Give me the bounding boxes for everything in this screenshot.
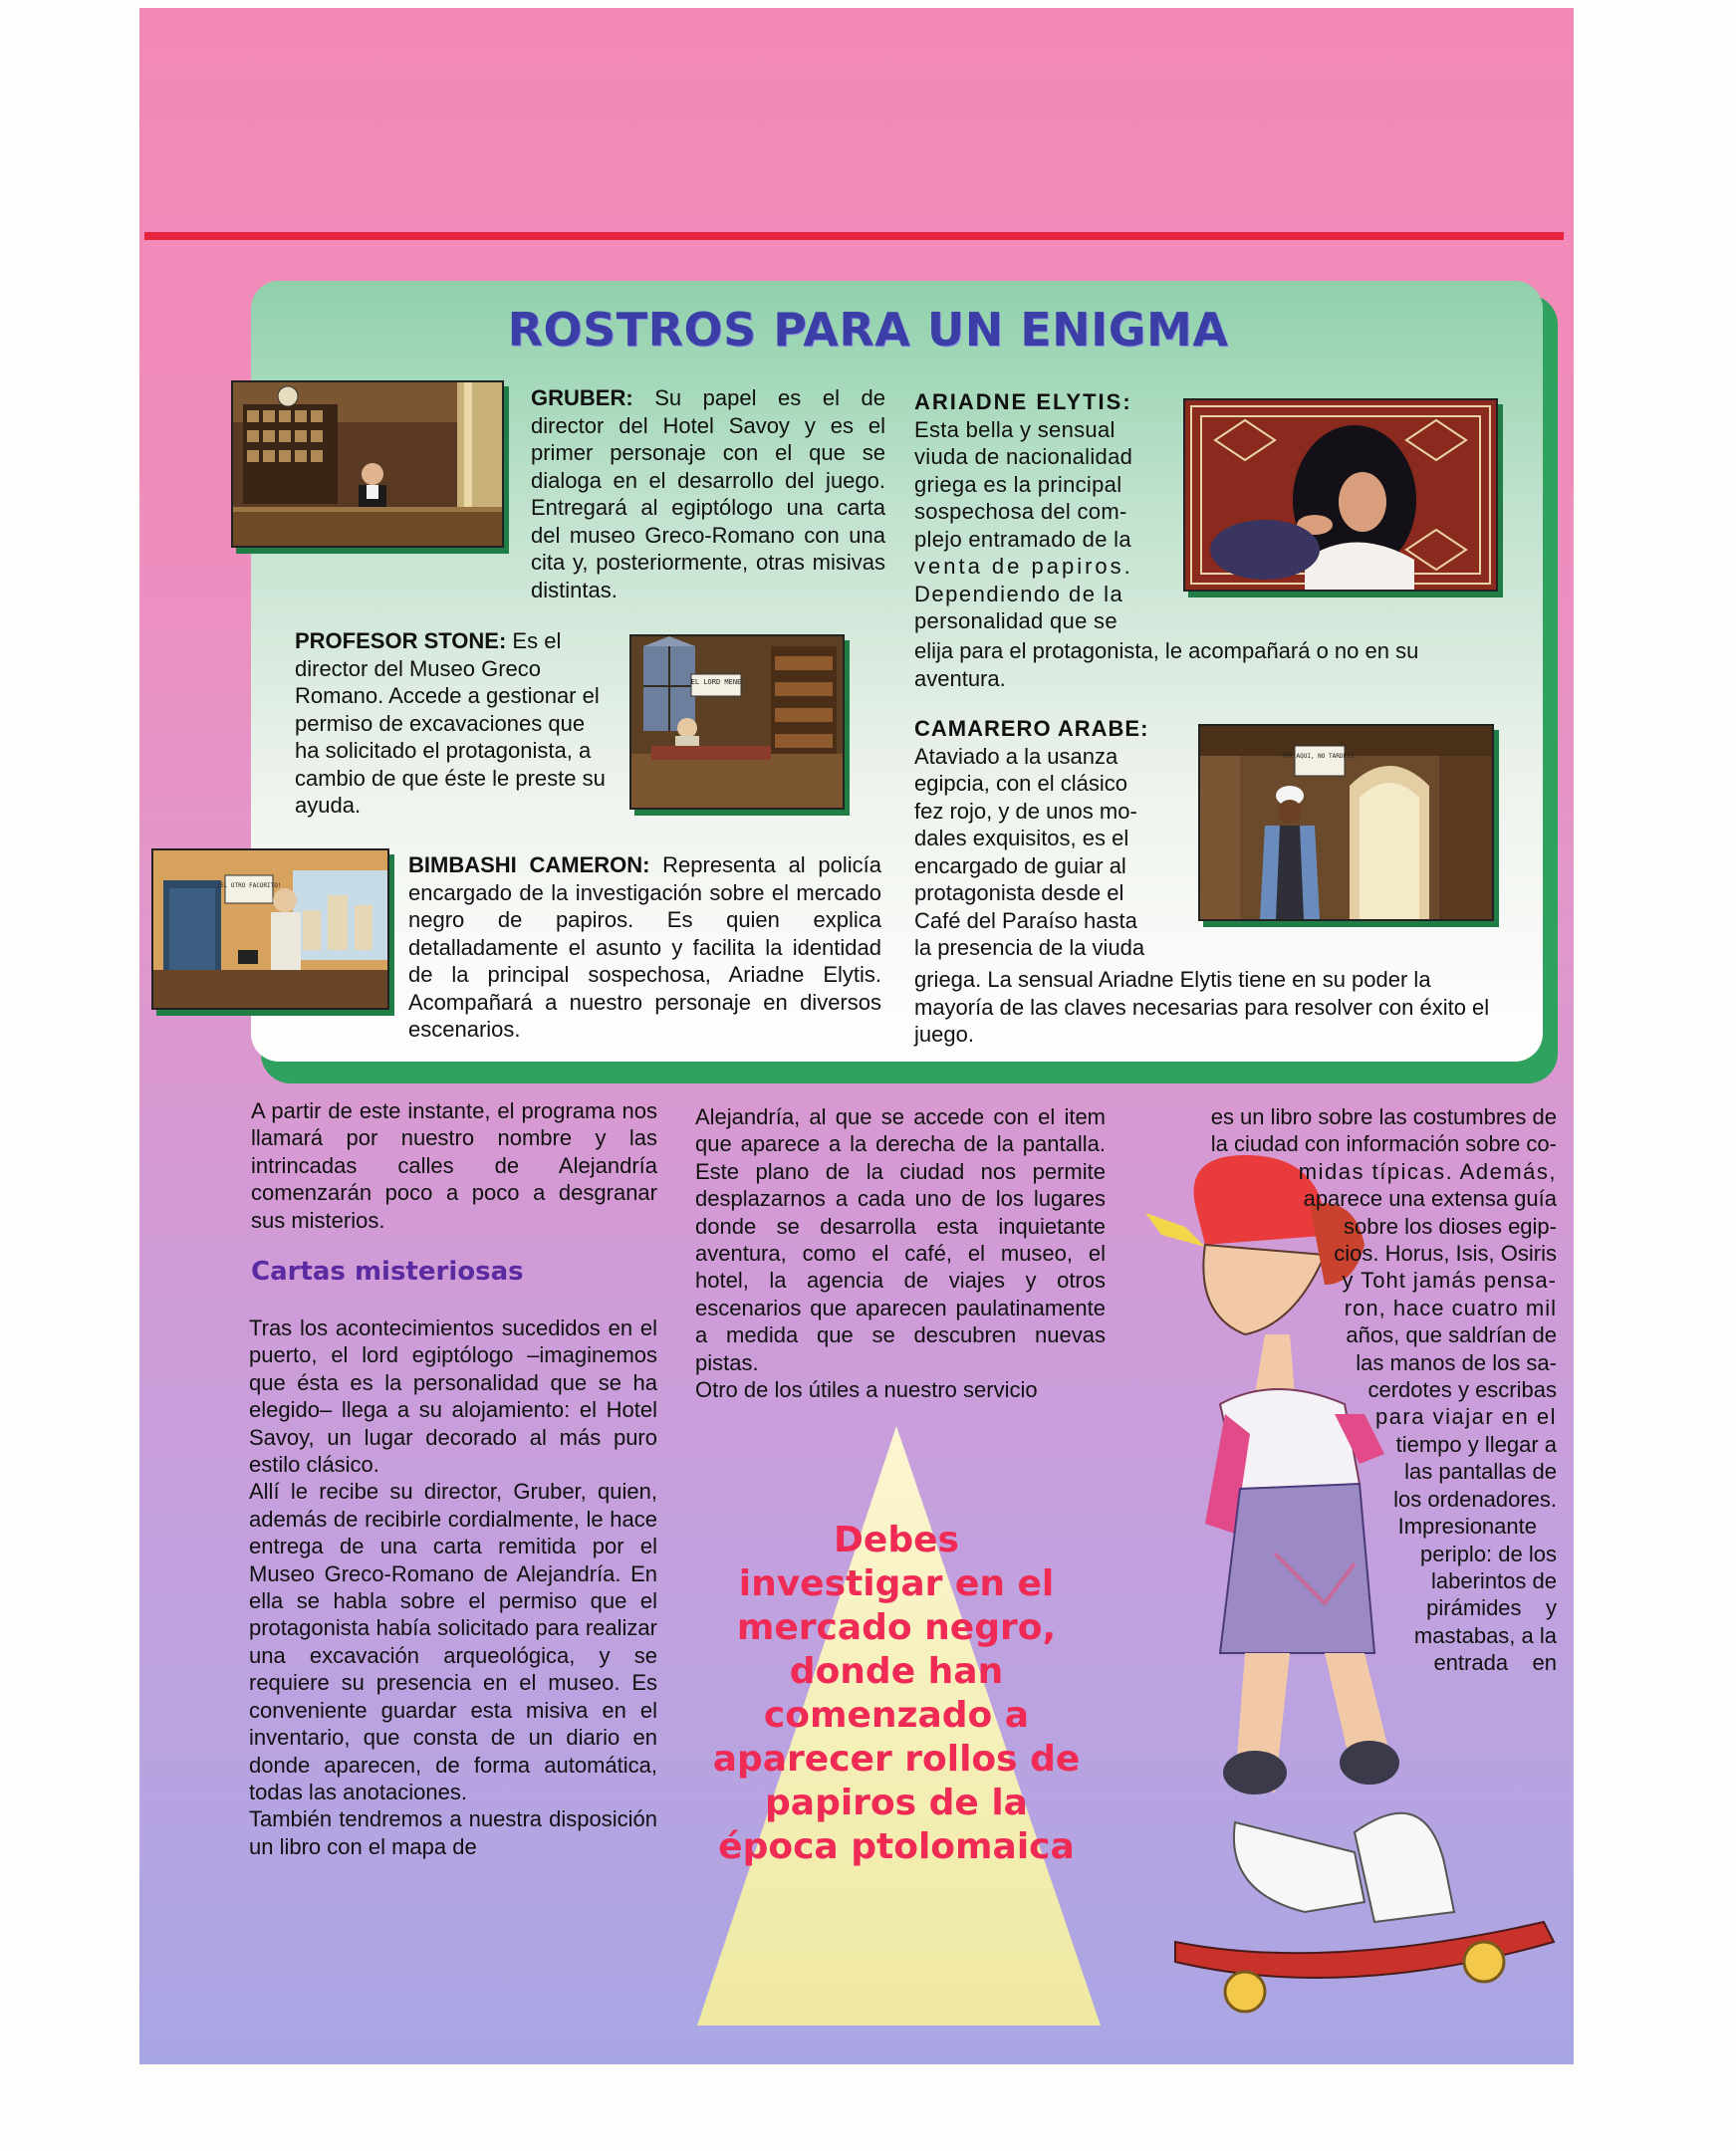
pull-line-1: Debes <box>834 1520 959 1560</box>
col3-line-6: cios. Horus, Isis, Osiris <box>1334 1241 1557 1267</box>
gruber-name: GRUBER: <box>531 385 633 410</box>
pull-line-5: comenzado a <box>763 1695 1030 1736</box>
ariadne-line-4: sospechosa del com- <box>914 499 1127 524</box>
camarero-bubble-text: POR AQUI, NO TARDEIS. <box>1282 753 1358 760</box>
cameron-bubble-text: ¡EL OTRO FACORITO! <box>216 882 282 889</box>
col3-line-8: ron, hace cuatro mil <box>1344 1295 1557 1320</box>
col1-p1: Tras los acontecimientos sucedidos en el puerto, el lord egiptólogo –imaginemos que ésta es la personalidad que se ha elegido– llega a su alojamiento: el Hotel Savoy, un lugar decorado al más puro estilo clásico. <box>249 1315 657 1478</box>
col3-line-4: aparece una extensa guía <box>1303 1186 1557 1212</box>
camarero-line-7: Café del Paraíso hasta <box>914 907 1137 933</box>
col1-p2: Allí le recibe su director, Gruber, quien, además de recibirle cordialmente, le hace entrega de una carta remitida por el Museo Greco-Romano de Alejandría. En ella se habla sobre el permiso que el protagonista había solicitado para realizar una excavación arqueológica, y se requiere su presencia en el museo. Es conveniente guardar esta misiva en el inventario, que consta de un diario en donde aparecen, de forma automática, todas las anotaciones. <box>249 1479 657 1804</box>
camarero-line-3: fez rojo, y de unos mo- <box>914 798 1137 824</box>
col3-line-19: pirámides y <box>1426 1595 1557 1621</box>
ariadne-line-3: griega es la principal <box>914 471 1122 497</box>
camarero-entry-end: griega. La sensual Ariadne Elytis tiene en su poder la mayoría de las claves necesarias para resolver con éxito el juego. <box>914 967 1490 1047</box>
col1-p3: También tendremos a nuestra disposición un libro con el mapa de <box>249 1806 657 1859</box>
camarero-line-4: dales exquisitos, es el <box>914 826 1129 850</box>
col3-line-18: laberintos de <box>1431 1567 1557 1593</box>
gruber-text: Su papel es el de director del Hotel Savoy y es el primer personaje con el que se dialoga en el desarrollo del juego. Entregará al egiptólogo una carta del museo Greco-Romano con una cita y, posteriormente, otras misivas distintas. <box>531 385 885 602</box>
pull-line-8: época ptolomaica <box>718 1826 1075 1867</box>
column-3 <box>1128 1103 1557 1677</box>
ariadne-line-7: Dependiendo de la <box>914 581 1124 606</box>
pull-line-3: mercado negro, <box>736 1607 1057 1648</box>
camarero-line-5: encargado de guiar al <box>914 852 1126 878</box>
ariadne-line-1: Esta bella y sensual <box>914 416 1116 442</box>
col3-line-9: años, que saldrían de <box>1346 1322 1557 1348</box>
camarero-line-2: egipcia, con el clásico <box>914 771 1128 796</box>
stone-bubble-text: EL LORD MENE <box>690 678 742 686</box>
col3-line-2: la ciudad con información sobre co- <box>1210 1131 1557 1157</box>
col3-line-12: para viajar en el <box>1374 1404 1557 1430</box>
box-title: ROSTROS PARA UN ENIGMA <box>507 303 1229 357</box>
ariadne-name: ARIADNE ELYTIS: <box>914 389 1132 414</box>
ariadne-line-6: venta de papiros. <box>914 554 1133 579</box>
col3-line-1: es un libro sobre las costumbres de <box>1210 1104 1557 1129</box>
cameron-name: BIMBASHI CAMERON: <box>408 852 650 877</box>
col1-intro: A partir de este instante, el programa nos llamará por nuestro nombre y las intrincadas calles de Alejandría comenzarán poco a poco a desgranar sus misterios. <box>251 1098 657 1233</box>
camarero-name: CAMARERO ARABE: <box>914 716 1149 741</box>
pull-line-2: investigar en el <box>738 1563 1055 1604</box>
ariadne-line-5: plejo entramado de la <box>914 526 1131 552</box>
col3-line-17: periplo: de los <box>1420 1541 1557 1566</box>
pull-line-7: papiros de la <box>765 1783 1028 1823</box>
cameron-text: Representa al policía encargado de la investigación sobre el mercado negro de papiros. Es quien explica detalladamente el asunto y facilita la identidad de la principal sospechosa, Ariadne Elytis. Acompañará a nuestro personaje en diversos escenarios. <box>408 852 881 1042</box>
pull-line-4: donde han <box>789 1651 1004 1692</box>
subhead-cartas: Cartas misteriosas <box>251 1257 524 1287</box>
col3-line-3: midas típicas. Además, <box>1298 1158 1557 1184</box>
pull-line-6: aparecer rollos de <box>712 1739 1081 1780</box>
col3-line-5: sobre los dioses egip- <box>1343 1213 1557 1239</box>
col2-p2: Otro de los útiles a nuestro servicio <box>695 1377 1038 1403</box>
col3-line-16: Impresionante <box>1397 1514 1537 1540</box>
col3-line-14: las pantallas de <box>1404 1459 1557 1485</box>
camarero-line-1: Ataviado a la usanza <box>914 743 1118 769</box>
ariadne-line-2: viuda de nacionalidad <box>914 444 1133 469</box>
stone-name: PROFESOR STONE: <box>295 628 507 653</box>
col3-line-21: entrada en <box>1433 1650 1557 1676</box>
col3-line-13: tiempo y llegar a <box>1395 1431 1557 1457</box>
col3-line-7: y Toht jamás pensa- <box>1342 1268 1557 1294</box>
ariadne-entry-end: elija para el protagonista, le acompañará o no en su aventura. <box>914 638 1419 691</box>
col3-line-11: cerdotes y escribas <box>1367 1377 1557 1403</box>
col3-line-15: los ordenadores. <box>1393 1486 1557 1512</box>
ariadne-line-8: personalidad que se <box>914 608 1117 633</box>
camarero-line-6: protagonista desde el <box>914 880 1124 905</box>
col3-line-20: mastabas, a la <box>1413 1622 1557 1648</box>
stone-text: Es el director del Museo Greco Romano. Accede a gestionar el permiso de excavaciones que ha solicitado el protagonista, a cambio de que éste le preste su ayuda. <box>295 628 606 818</box>
col2-p1: Alejandría, al que se accede con el item que aparece a la derecha de la pantalla. Este plano de la ciudad nos permite desplazarnos a cada uno de los lugares donde se desarrolla esta inquietante aventura, como el café, el museo, el hotel, la agencia de viajes y otros escenarios que aparecen paulatinamente a medida que se descubren nuevas pistas. <box>695 1104 1106 1375</box>
col3-line-10: las manos de los sa- <box>1356 1349 1557 1375</box>
pullquote <box>687 1519 1106 1869</box>
camarero-line-8: la presencia de la viuda <box>914 935 1145 960</box>
